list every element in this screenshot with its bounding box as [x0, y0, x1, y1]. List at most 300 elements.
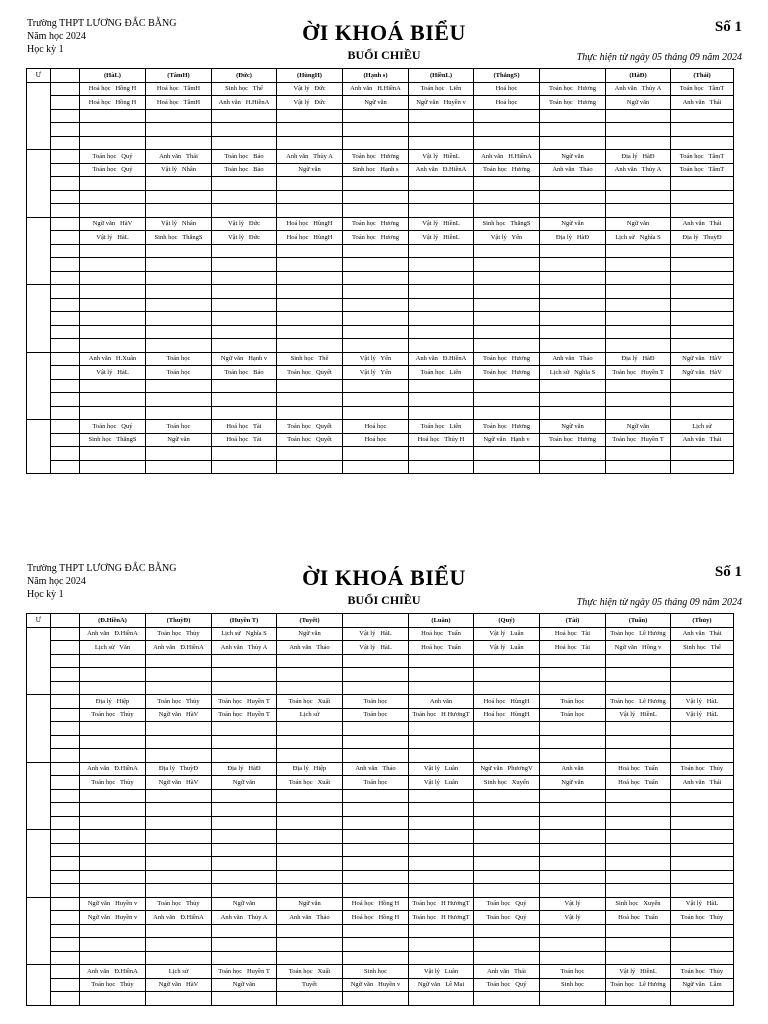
lesson-cell: [671, 816, 734, 830]
period-row: [27, 695, 734, 709]
lesson-cell: Anh văn Thái: [671, 217, 734, 231]
lesson-cell: [474, 668, 540, 682]
lesson-cell: [146, 258, 212, 272]
lesson-cell: [146, 271, 212, 285]
lesson-cell: [212, 938, 277, 952]
lesson-cell: Ngữ văn PhươngV: [474, 762, 540, 776]
class-header: (Tuấn): [606, 614, 671, 628]
period-cell: [51, 897, 80, 911]
lesson-cell: [409, 735, 474, 749]
lesson-cell: [474, 177, 540, 191]
lesson-cell: Sinh học Thế: [277, 352, 343, 366]
lesson-cell: [343, 379, 409, 393]
lesson-cell: Hoá học HùngH: [474, 695, 540, 709]
period-cell: [51, 708, 80, 722]
lesson-cell: Toán học Huyền T: [606, 366, 671, 380]
lesson-cell: Toán học: [540, 695, 606, 709]
lesson-cell: [277, 870, 343, 884]
lesson-cell: [409, 668, 474, 682]
period-row: [27, 803, 734, 817]
lesson-cell: [212, 735, 277, 749]
lesson-cell: Vật lý Nhân: [146, 163, 212, 177]
period-row: [27, 217, 734, 231]
lesson-cell: [540, 123, 606, 137]
lesson-cell: [606, 298, 671, 312]
corner-spacer: [51, 69, 80, 83]
lesson-cell: Anh văn Thái: [671, 433, 734, 447]
period-cell: [51, 96, 80, 110]
lesson-cell: Toán học H HươngT: [409, 897, 474, 911]
lesson-cell: [671, 109, 734, 123]
lesson-cell: [80, 339, 146, 353]
lesson-cell: [474, 749, 540, 763]
lesson-cell: [277, 204, 343, 218]
lesson-cell: [540, 136, 606, 150]
lesson-cell: [146, 244, 212, 258]
lesson-cell: [343, 830, 409, 844]
lesson-cell: [671, 460, 734, 474]
lesson-cell: Ngữ văn: [212, 776, 277, 790]
lesson-cell: Ngữ văn Huyền v: [80, 911, 146, 925]
lesson-cell: [409, 109, 474, 123]
lesson-cell: [277, 447, 343, 461]
lesson-cell: [146, 803, 212, 817]
lesson-cell: [146, 447, 212, 461]
lesson-cell: [671, 177, 734, 191]
lesson-cell: [277, 816, 343, 830]
lesson-cell: Anh văn Thảo: [540, 352, 606, 366]
lesson-cell: [606, 136, 671, 150]
lesson-cell: [671, 722, 734, 736]
period-row: [27, 938, 734, 952]
lesson-cell: [409, 654, 474, 668]
lesson-cell: Toán học Thủy: [146, 897, 212, 911]
lesson-cell: Anh văn Đ.HiềnA: [80, 627, 146, 641]
lesson-cell: Vật lý Đức: [212, 231, 277, 245]
lesson-cell: [146, 109, 212, 123]
period-row: [27, 992, 734, 1006]
lesson-cell: Ngữ văn: [540, 420, 606, 434]
lesson-cell: [540, 681, 606, 695]
lesson-cell: [80, 884, 146, 898]
lesson-cell: [146, 285, 212, 299]
class-header: (Hạnh s): [343, 69, 409, 83]
lesson-cell: Vật lý: [540, 911, 606, 925]
lesson-cell: Toán học H HươngT: [409, 708, 474, 722]
lesson-cell: [277, 109, 343, 123]
timetable-grid: [26, 68, 734, 474]
lesson-cell: Toán học Hương: [474, 163, 540, 177]
lesson-cell: [80, 749, 146, 763]
lesson-cell: Anh văn Thái: [146, 150, 212, 164]
lesson-cell: [409, 830, 474, 844]
lesson-cell: [343, 884, 409, 898]
lesson-cell: Anh văn Thái: [671, 627, 734, 641]
lesson-cell: [474, 789, 540, 803]
lesson-cell: [540, 884, 606, 898]
period-cell: [51, 857, 80, 871]
lesson-cell: Anh văn H.HiềnA: [343, 82, 409, 96]
lesson-cell: Toán học Xuất: [277, 965, 343, 979]
class-header: (ThuỳĐ): [146, 614, 212, 628]
lesson-cell: [343, 447, 409, 461]
lesson-cell: [606, 681, 671, 695]
period-cell: [51, 870, 80, 884]
period-row: [27, 352, 734, 366]
lesson-cell: [474, 681, 540, 695]
lesson-cell: [540, 244, 606, 258]
sheet-number: Số 1: [714, 19, 742, 35]
period-row: [27, 177, 734, 191]
lesson-cell: Hoá học Tài: [540, 641, 606, 655]
lesson-cell: Toán học Hương: [343, 231, 409, 245]
lesson-cell: [343, 722, 409, 736]
lesson-cell: [540, 668, 606, 682]
lesson-cell: [474, 109, 540, 123]
lesson-cell: Toán học Xuất: [277, 695, 343, 709]
lesson-cell: Ngữ văn HàV: [146, 708, 212, 722]
period-cell: [51, 776, 80, 790]
period-cell: [51, 789, 80, 803]
lesson-cell: Anh văn Thủy A: [277, 150, 343, 164]
lesson-cell: [540, 460, 606, 474]
lesson-cell: [212, 285, 277, 299]
period-row: [27, 244, 734, 258]
lesson-cell: [277, 803, 343, 817]
day-cell: [27, 217, 51, 285]
lesson-cell: [474, 992, 540, 1006]
lesson-cell: [409, 123, 474, 137]
lesson-cell: Hoá học Tuấn: [409, 627, 474, 641]
lesson-cell: [606, 325, 671, 339]
lesson-cell: [606, 803, 671, 817]
lesson-cell: [277, 722, 343, 736]
lesson-cell: [80, 789, 146, 803]
lesson-cell: [212, 109, 277, 123]
lesson-cell: [671, 393, 734, 407]
lesson-cell: Vật lý Luân: [409, 776, 474, 790]
lesson-cell: Vật lý Nhân: [146, 217, 212, 231]
lesson-cell: [671, 735, 734, 749]
lesson-cell: [343, 244, 409, 258]
class-header: (Đức): [212, 69, 277, 83]
lesson-cell: Vật lý Luân: [409, 965, 474, 979]
lesson-cell: [474, 722, 540, 736]
lesson-cell: [671, 884, 734, 898]
class-header: (Tuyết): [277, 614, 343, 628]
period-cell: [51, 136, 80, 150]
lesson-cell: Ngữ văn HàV: [671, 352, 734, 366]
lesson-cell: Vật lý Luân: [474, 641, 540, 655]
lesson-cell: Anh văn Thủy A: [606, 163, 671, 177]
lesson-cell: [671, 789, 734, 803]
lesson-cell: [606, 406, 671, 420]
lesson-cell: Địa lý HàĐ: [606, 352, 671, 366]
period-cell: [51, 938, 80, 952]
lesson-cell: [606, 460, 671, 474]
period-cell: [51, 150, 80, 164]
period-row: [27, 393, 734, 407]
lesson-cell: [277, 325, 343, 339]
lesson-cell: [146, 136, 212, 150]
lesson-cell: Anh văn Đ.HiềnA: [409, 163, 474, 177]
period-row: [27, 460, 734, 474]
period-row: [27, 857, 734, 871]
lesson-cell: [606, 123, 671, 137]
lesson-cell: [80, 379, 146, 393]
lesson-cell: [409, 951, 474, 965]
lesson-cell: Anh văn H.HiềnA: [474, 150, 540, 164]
lesson-cell: [540, 816, 606, 830]
lesson-cell: Toán học Hương: [474, 352, 540, 366]
lesson-cell: Hoá học HùngH: [474, 708, 540, 722]
lesson-cell: Vật lý HiềnL: [409, 150, 474, 164]
lesson-cell: [606, 190, 671, 204]
lesson-cell: [277, 312, 343, 326]
lesson-cell: Vật lý HàL: [80, 231, 146, 245]
lesson-cell: [146, 406, 212, 420]
lesson-cell: Sinh học Hạnh s: [343, 163, 409, 177]
lesson-cell: [474, 447, 540, 461]
lesson-cell: Hoá học Hồng H: [343, 911, 409, 925]
lesson-cell: [146, 325, 212, 339]
lesson-cell: [212, 803, 277, 817]
day-cell: [27, 897, 51, 965]
lesson-cell: Toán học: [540, 708, 606, 722]
period-row: [27, 447, 734, 461]
period-row: [27, 911, 734, 925]
lesson-cell: [343, 298, 409, 312]
lesson-cell: Anh văn Thảo: [343, 762, 409, 776]
lesson-cell: Anh văn Đ.HiềnA: [146, 911, 212, 925]
lesson-cell: [277, 654, 343, 668]
lesson-cell: Toán học Huyền T: [212, 708, 277, 722]
lesson-cell: [606, 870, 671, 884]
period-row: [27, 136, 734, 150]
lesson-cell: [212, 244, 277, 258]
school-term: Học kỳ 1: [27, 44, 64, 55]
lesson-cell: [409, 447, 474, 461]
lesson-cell: Sinh học: [343, 965, 409, 979]
period-cell: [51, 285, 80, 299]
lesson-cell: Toán học Bảo: [212, 150, 277, 164]
lesson-cell: [212, 992, 277, 1006]
lesson-cell: Vật lý HiềnL: [409, 231, 474, 245]
lesson-cell: [540, 447, 606, 461]
lesson-cell: [343, 339, 409, 353]
lesson-cell: Anh văn Thảo: [277, 911, 343, 925]
lesson-cell: Toán học Liên: [409, 366, 474, 380]
lesson-cell: [146, 884, 212, 898]
lesson-cell: [671, 681, 734, 695]
lesson-cell: [277, 992, 343, 1006]
lesson-cell: [146, 830, 212, 844]
lesson-cell: [343, 109, 409, 123]
period-cell: [51, 271, 80, 285]
lesson-cell: [409, 136, 474, 150]
lesson-cell: [540, 870, 606, 884]
lesson-cell: Toán học Quý: [80, 420, 146, 434]
lesson-cell: [80, 271, 146, 285]
lesson-cell: [671, 924, 734, 938]
lesson-cell: [540, 204, 606, 218]
lesson-cell: [671, 406, 734, 420]
lesson-cell: [671, 857, 734, 871]
lesson-cell: [474, 339, 540, 353]
lesson-cell: [474, 379, 540, 393]
lesson-cell: [474, 258, 540, 272]
lesson-cell: [146, 654, 212, 668]
lesson-cell: Toán học Liên: [409, 420, 474, 434]
effective-date: Thực hiện từ ngày 05 tháng 09 năm 2024: [576, 597, 742, 608]
lesson-cell: [343, 951, 409, 965]
lesson-cell: [606, 244, 671, 258]
lesson-cell: [277, 681, 343, 695]
period-cell: [51, 843, 80, 857]
lesson-cell: Vật lý HiềnL: [606, 708, 671, 722]
lesson-cell: [540, 285, 606, 299]
lesson-cell: Địa lý Hiệp: [277, 762, 343, 776]
lesson-cell: [343, 749, 409, 763]
lesson-cell: [146, 992, 212, 1006]
period-cell: [51, 911, 80, 925]
lesson-cell: [474, 285, 540, 299]
lesson-cell: Vật lý Yến: [343, 366, 409, 380]
period-cell: [51, 830, 80, 844]
period-cell: [51, 695, 80, 709]
lesson-cell: [146, 204, 212, 218]
period-cell: [51, 681, 80, 695]
lesson-cell: Lịch sử Nghĩa S: [606, 231, 671, 245]
lesson-cell: Địa lý HàĐ: [540, 231, 606, 245]
period-cell: [51, 978, 80, 992]
lesson-cell: [343, 843, 409, 857]
lesson-cell: [146, 190, 212, 204]
lesson-cell: Ngữ văn: [606, 420, 671, 434]
lesson-cell: [80, 109, 146, 123]
lesson-cell: [474, 951, 540, 965]
lesson-cell: [277, 830, 343, 844]
lesson-cell: [277, 190, 343, 204]
lesson-cell: [540, 857, 606, 871]
day-cell: [27, 965, 51, 1006]
period-row: [27, 668, 734, 682]
lesson-cell: [671, 136, 734, 150]
period-row: [27, 776, 734, 790]
period-cell: [51, 816, 80, 830]
lesson-cell: [212, 843, 277, 857]
period-cell: [51, 749, 80, 763]
lesson-cell: Anh văn Thái: [474, 965, 540, 979]
period-row: [27, 433, 734, 447]
lesson-cell: Anh văn: [409, 695, 474, 709]
period-cell: [51, 217, 80, 231]
lesson-cell: [343, 271, 409, 285]
school-name: Trường THPT LƯƠNG ĐẮC BẰNG: [27, 563, 177, 574]
lesson-cell: Sinh học Thế: [212, 82, 277, 96]
lesson-cell: [671, 312, 734, 326]
lesson-cell: [146, 843, 212, 857]
lesson-cell: [606, 992, 671, 1006]
lesson-cell: [277, 285, 343, 299]
lesson-cell: [474, 830, 540, 844]
lesson-cell: Ngữ văn: [277, 163, 343, 177]
lesson-cell: [277, 123, 343, 137]
lesson-cell: [212, 749, 277, 763]
lesson-cell: Vật lý Đức: [277, 82, 343, 96]
period-cell: [51, 668, 80, 682]
lesson-cell: [606, 312, 671, 326]
lesson-cell: [409, 177, 474, 191]
lesson-cell: [474, 406, 540, 420]
period-cell: [51, 951, 80, 965]
lesson-cell: [343, 668, 409, 682]
period-row: [27, 163, 734, 177]
lesson-cell: [146, 951, 212, 965]
lesson-cell: [540, 924, 606, 938]
lesson-cell: [671, 123, 734, 137]
lesson-cell: [146, 339, 212, 353]
period-cell: [51, 325, 80, 339]
lesson-cell: [277, 258, 343, 272]
lesson-cell: Sinh học Xuyến: [606, 897, 671, 911]
lesson-cell: [409, 258, 474, 272]
lesson-cell: Sinh học ThắngS: [146, 231, 212, 245]
period-row: [27, 816, 734, 830]
lesson-cell: Ngữ văn Huyền v: [80, 897, 146, 911]
lesson-cell: Toán học Hương: [343, 150, 409, 164]
lesson-cell: Anh văn Đ.HiềnA: [80, 965, 146, 979]
lesson-cell: Toán học: [540, 965, 606, 979]
lesson-cell: Toán học Hương: [540, 82, 606, 96]
lesson-cell: [409, 789, 474, 803]
lesson-cell: [671, 843, 734, 857]
lesson-cell: [212, 830, 277, 844]
lesson-cell: [474, 803, 540, 817]
period-row: [27, 924, 734, 938]
lesson-cell: Hoá học: [343, 433, 409, 447]
lesson-cell: [212, 393, 277, 407]
period-row: [27, 379, 734, 393]
lesson-cell: Sinh học ThắngS: [80, 433, 146, 447]
lesson-cell: Toán học: [343, 708, 409, 722]
class-header: (Thái): [671, 69, 734, 83]
lesson-cell: Vật lý HàL: [343, 627, 409, 641]
lesson-cell: Hoá học TâmH: [146, 96, 212, 110]
lesson-cell: [540, 735, 606, 749]
lesson-cell: Ngữ văn HàV: [146, 978, 212, 992]
session-label: BUỔI CHIỀU: [347, 48, 421, 62]
lesson-cell: [409, 816, 474, 830]
lesson-cell: [540, 789, 606, 803]
lesson-cell: [212, 789, 277, 803]
day-cell: [27, 627, 51, 695]
lesson-cell: Toán học Quý: [474, 978, 540, 992]
lesson-cell: [409, 339, 474, 353]
lesson-cell: [277, 244, 343, 258]
school-year: Năm học 2024: [27, 31, 86, 42]
lesson-cell: [540, 938, 606, 952]
lesson-cell: Anh văn Đ.HiềnA: [409, 352, 474, 366]
lesson-cell: [474, 735, 540, 749]
lesson-cell: Toán học Quyết: [277, 433, 343, 447]
lesson-cell: [343, 406, 409, 420]
period-row: [27, 231, 734, 245]
lesson-cell: Vật lý Luân: [409, 762, 474, 776]
class-header: (HùngH): [277, 69, 343, 83]
lesson-cell: [146, 735, 212, 749]
class-header: (TâmH): [146, 69, 212, 83]
